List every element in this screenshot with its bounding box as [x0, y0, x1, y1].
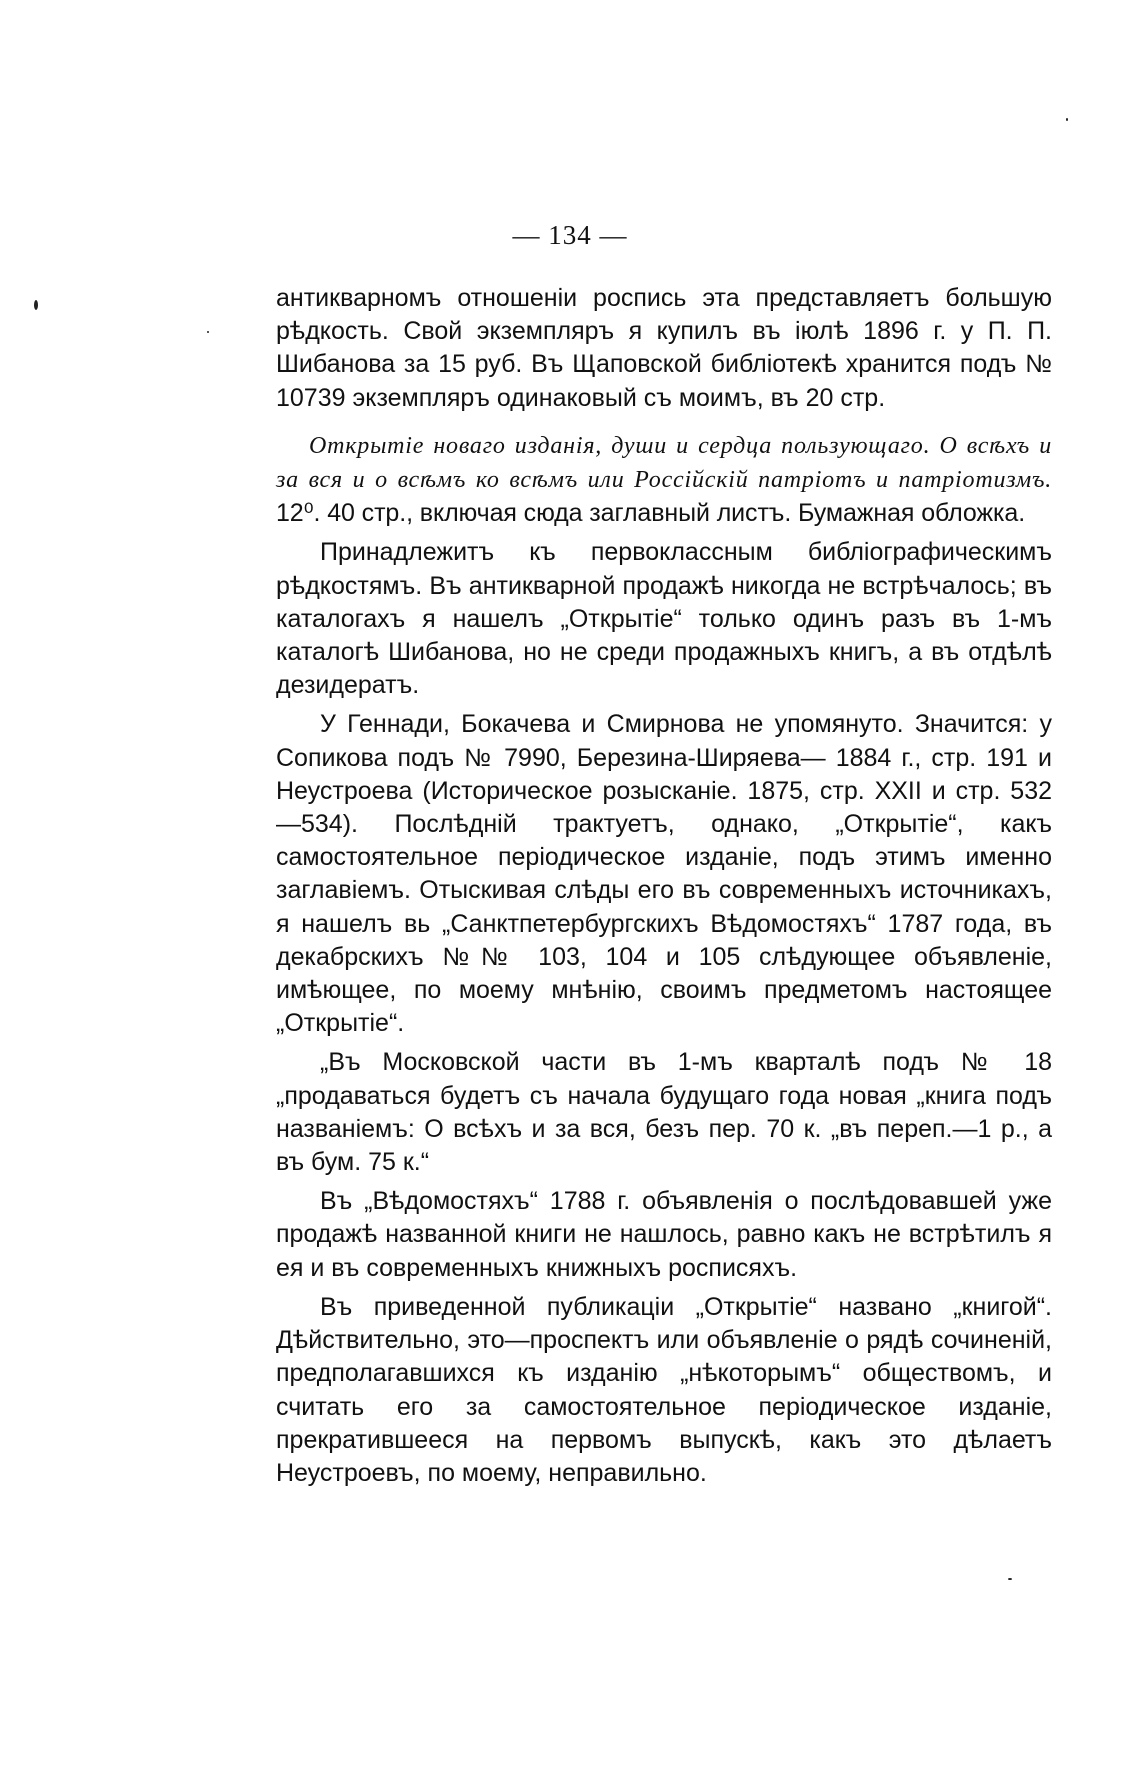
paragraph-conclusion: Въ приведенной публикаціи „Открытіе“ названо „книгой“. Дѣйствительно, это—проспектъ или объявленіе о рядѣ сочиненій, предполагавшихся къ изданію „нѣкоторымъ“ обществомъ, и считать его за самостоятельное періодическое изданіе, прекратившееся на первомъ выпускѣ, какъ это дѣлаетъ Неустроевъ, по моему, неправильно.: [276, 1292, 1052, 1487]
paragraph-continuation: антикварномъ отношеніи роспись эта представляетъ большую рѣдкость. Свой экземпляръ я купилъ въ іюлѣ 1896 г. у П. П. Шибанова за 15 руб. Въ Щаповской библіотекѣ хранится подъ № 10739 экземпляръ одинаковый съ моимъ, въ 20 стр.: [276, 284, 1052, 412]
paragraph-rarity: Принадлежитъ къ первоклассным библіографическимъ рѣдкостямъ. Въ антикварной продажѣ никогда не встрѣчалось; въ каталогахъ я нашелъ „Открытіе“ только одинъ разъ въ 1-мъ каталогѣ Шибанова, но не среди продажныхъ книгъ, а въ отдѣлѣ дезидератъ.: [276, 538, 1052, 700]
ink-speck: [207, 331, 209, 333]
bibliographic-details: 12⁰. 40 стр., включая сюда заглавный листъ. Бумажная обложка.: [276, 499, 1026, 528]
ink-speck: [34, 300, 38, 310]
body-text: [276, 282, 1052, 1490]
paragraph-bibliographic-entry: [276, 429, 1052, 531]
paragraph-vedomosti-1788: Въ „Вѣдомостяхъ“ 1788 г. объявленія о послѣдовавшей уже продажѣ названной книги не нашлось, равно какъ не встрѣтилъ я ея и въ современныхъ книжныхъ росписяхъ.: [276, 1187, 1052, 1282]
paragraph-references: У Геннади, Бокачева и Смирнова не упомянуто. Значится: у Сопикова подъ № 7990, Березина-Ширяева— 1884 г., стр. 191 и Неустроева (Историческое розысканіе. 1875, стр. XXII и стр. 532—534). Послѣдній трактуетъ, однако, „Открытіе“, какъ самостоятельное періодическое изданіе, подъ этимъ именно заглавіемъ. Отыскивая слѣды его въ современныхъ источникахъ, я нашелъ вь „Санктпетербургскихъ Вѣдомостяхъ“ 1787 года, въ декабрскихъ №№ 103, 104 и 105 слѣдующее объявленіе, имѣющее, по моему мнѣнію, своимъ предметомъ настоящее „Открытіе“.: [276, 710, 1052, 1038]
paragraph-quote: „Въ Московской части въ 1-мъ кварталѣ подъ № 18 „продаваться будетъ съ начала будущаго года новая „книга подъ названіемъ: О всѣхъ и за вся, безъ пер. 70 к. „въ переп.—1 р., а въ бум. 75 к.“: [276, 1048, 1052, 1177]
page-number: — 134 —: [512, 220, 628, 250]
ink-speck: [1066, 118, 1068, 121]
ink-speck: [1008, 1578, 1012, 1580]
bibliographic-title: Открытіе новаго изданія, души и сердца пользующаго. О всѣхъ и за вся и о всѣмъ ко всѣмъ или Россійскій патріотъ и патріотизмъ.: [276, 432, 1052, 494]
